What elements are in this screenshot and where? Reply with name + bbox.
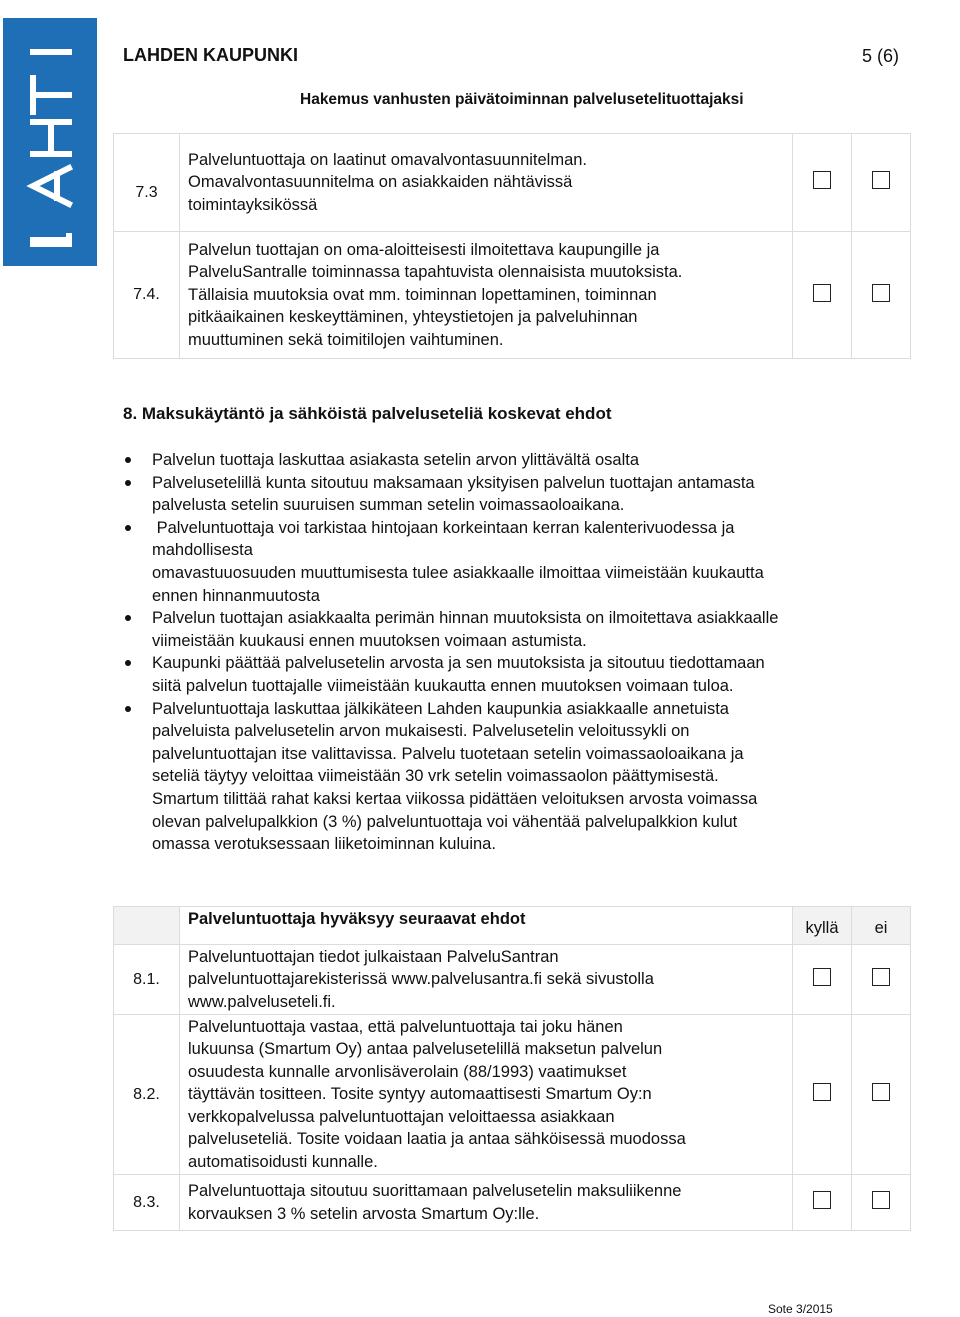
text-line: Palveluntuottaja voi tarkistaa hintojaan korkeintaan kerran kalenterivuodessa ja	[152, 518, 735, 537]
checklist-table-8	[113, 906, 911, 1231]
row-text	[180, 1015, 793, 1175]
text-line: täyttävän tositteen. Tosite syntyy automaattisesti Smartum Oy:n	[188, 1085, 652, 1104]
text-line: Palveluntuottajan tiedot julkaistaan PalveluSantran	[188, 947, 559, 966]
text-line: omavastuuosuuden muuttumisesta tulee asiakkaalle ilmoittaa viimeistään kuukautta	[152, 563, 764, 582]
list-item	[123, 472, 913, 517]
list-item	[123, 517, 913, 607]
text-line: korvauksen 3 % setelin arvosta Smartum Oy:lle.	[188, 1204, 540, 1223]
yes-column-label: kyllä	[793, 907, 852, 945]
text-line: omassa verotuksessaan liiketoiminnan kuluina.	[152, 835, 496, 854]
row-text	[180, 945, 793, 1015]
text-line: palveluntuottajan itse valittavissa. Palvelu tuotetaan setelin voimassaoloaikana ja	[152, 744, 744, 763]
checklist-table-7	[113, 133, 911, 359]
row-text	[180, 1175, 793, 1231]
text-line: automatisoidusti kunnalle.	[188, 1152, 378, 1171]
yes-checkbox[interactable]	[813, 284, 831, 302]
lahti-logo	[3, 18, 97, 266]
yes-checkbox[interactable]	[813, 171, 831, 189]
text-line: toimintayksikössä	[188, 195, 318, 214]
text-line: osuudesta kunnalle arvonlisäverolain (88/1993) vaatimukset	[188, 1062, 627, 1081]
text-line: pitkäaikainen keskeyttäminen, yhteystietojen ja palveluhinnan	[188, 308, 638, 327]
text-line: Palvelun tuottaja laskuttaa asiakasta setelin arvon ylittävältä osalta	[152, 451, 640, 469]
page-number: 5 (6)	[862, 46, 900, 66]
text-line: olevan palvelupalkkion (3 %) palveluntuottaja voi vähentää palvelupalkkion kulut	[152, 812, 738, 831]
list-item	[123, 449, 913, 472]
terms-bullet-list	[123, 449, 913, 856]
list-item	[123, 607, 913, 652]
table-header-title: Palveluntuottaja hyväksyy seuraavat ehdot	[180, 907, 793, 945]
table-row	[114, 945, 911, 1015]
no-cell	[852, 945, 911, 1015]
organization-name: LAHDEN KAUPUNKI	[123, 45, 298, 65]
row-number: 7.3	[114, 134, 180, 232]
text-line: Smartum tilittää rahat kaksi kertaa viikossa pidättäen veloituksen arvosta voimassa	[152, 789, 758, 808]
table-row	[114, 1175, 911, 1231]
lahti-logo-lettering	[3, 18, 97, 266]
text-line: palveluseteliä. Tosite voidaan laatia ja antaa sähköisessä muodossa	[188, 1130, 686, 1149]
yes-cell	[793, 1175, 852, 1231]
text-line: lukuunsa (Smartum Oy) antaa palvelusetelillä maksetun palvelun	[188, 1040, 663, 1059]
text-line: muuttuminen sekä toimitilojen vaihtuminen.	[188, 330, 504, 349]
text-line: Tällaisia muutoksia ovat mm. toiminnan lopettaminen, toiminnan	[188, 285, 657, 304]
text-line: PalveluSantralle toiminnassa tapahtuvista olennaisista muutoksista.	[188, 263, 683, 282]
text-line: mahdollisesta	[152, 541, 253, 560]
text-line: Palveluntuottaja laskuttaa jälkikäteen Lahden kaupunkia asiakkaalle annetuista	[152, 699, 729, 718]
row-number: 8.2.	[114, 1015, 180, 1175]
text-line: ennen hinnanmuutosta	[152, 586, 320, 605]
table-row	[114, 232, 911, 359]
text-line: palveluista palvelusetelin arvon mukaisesti. Palvelusetelin veloitussykli on	[152, 722, 690, 741]
list-item	[123, 698, 913, 856]
no-cell	[852, 232, 911, 359]
no-checkbox[interactable]	[872, 284, 890, 302]
text-line: verkkopalvelussa palveluntuottajan veloittaessa asiakkaan	[188, 1107, 615, 1126]
table-header-row	[114, 907, 911, 945]
table-row	[114, 1015, 911, 1175]
text-line: Kaupunki päättää palvelusetelin arvosta ja sen muutoksista ja sitoutuu tiedottamaan	[152, 654, 765, 673]
row-number: 7.4.	[114, 232, 180, 359]
text-line: palveluntuottajarekisterissä www.palvelusantra.fi sekä sivustolla	[188, 970, 654, 989]
yes-cell	[793, 232, 852, 359]
document-subtitle: Hakemus vanhusten päivätoiminnan palvelusetelituottajaksi	[300, 91, 744, 108]
header-number-cell	[114, 907, 180, 945]
row-text	[180, 232, 793, 359]
text-line: Palveluntuottaja sitoutuu suorittamaan palvelusetelin maksuliikenne	[188, 1182, 682, 1200]
table-row	[114, 134, 911, 232]
no-column-label: ei	[852, 907, 911, 945]
no-checkbox[interactable]	[872, 171, 890, 189]
no-cell	[852, 1175, 911, 1231]
row-number: 8.1.	[114, 945, 180, 1015]
yes-cell	[793, 134, 852, 232]
no-checkbox[interactable]	[872, 1083, 890, 1101]
no-checkbox[interactable]	[872, 1191, 890, 1209]
no-cell	[852, 134, 911, 232]
text-line: Palveluntuottaja vastaa, että palveluntuottaja tai joku hänen	[188, 1017, 623, 1036]
text-line: Palvelun tuottajan on oma-aloitteisesti ilmoitettava kaupungille ja	[188, 240, 660, 259]
text-line: www.palveluseteli.fi.	[188, 992, 336, 1011]
yes-checkbox[interactable]	[813, 1083, 831, 1101]
no-cell	[852, 1015, 911, 1175]
yes-cell	[793, 945, 852, 1015]
footer-code: Sote 3/2015	[768, 1302, 833, 1316]
text-line: seteliä täytyy veloittaa viimeistään 30 vrk setelin voimassaolon päättymisestä.	[152, 767, 719, 786]
yes-checkbox[interactable]	[813, 968, 831, 986]
row-text	[180, 134, 793, 232]
list-item	[123, 652, 913, 697]
yes-cell	[793, 1015, 852, 1175]
row-number: 8.3.	[114, 1175, 180, 1231]
no-checkbox[interactable]	[872, 968, 890, 986]
text-line: Omavalvontasuunnitelma on asiakkaiden nähtävissä	[188, 173, 573, 192]
text-line: palvelusta setelin suuruisen summan setelin voimassaoloaikana.	[152, 496, 625, 515]
text-line: Palveluntuottaja on laatinut omavalvontasuunnitelman.	[188, 150, 588, 169]
text-line: Palvelusetelillä kunta sitoutuu maksamaan yksityisen palvelun tuottajan antamasta	[152, 473, 755, 492]
section-heading: 8. Maksukäytäntö ja sähköistä palveluseteliä koskevat ehdot	[123, 404, 612, 423]
text-line: siitä palvelun tuottajalle viimeistään kuukautta ennen muutoksen voimaan tuloa.	[152, 676, 734, 695]
text-line: Palvelun tuottajan asiakkaalta perimän hinnan muutoksista on ilmoitettava asiakkaalle	[152, 609, 779, 628]
yes-checkbox[interactable]	[813, 1191, 831, 1209]
text-line: viimeistään kuukausi ennen muutoksen voimaan astumista.	[152, 631, 587, 650]
